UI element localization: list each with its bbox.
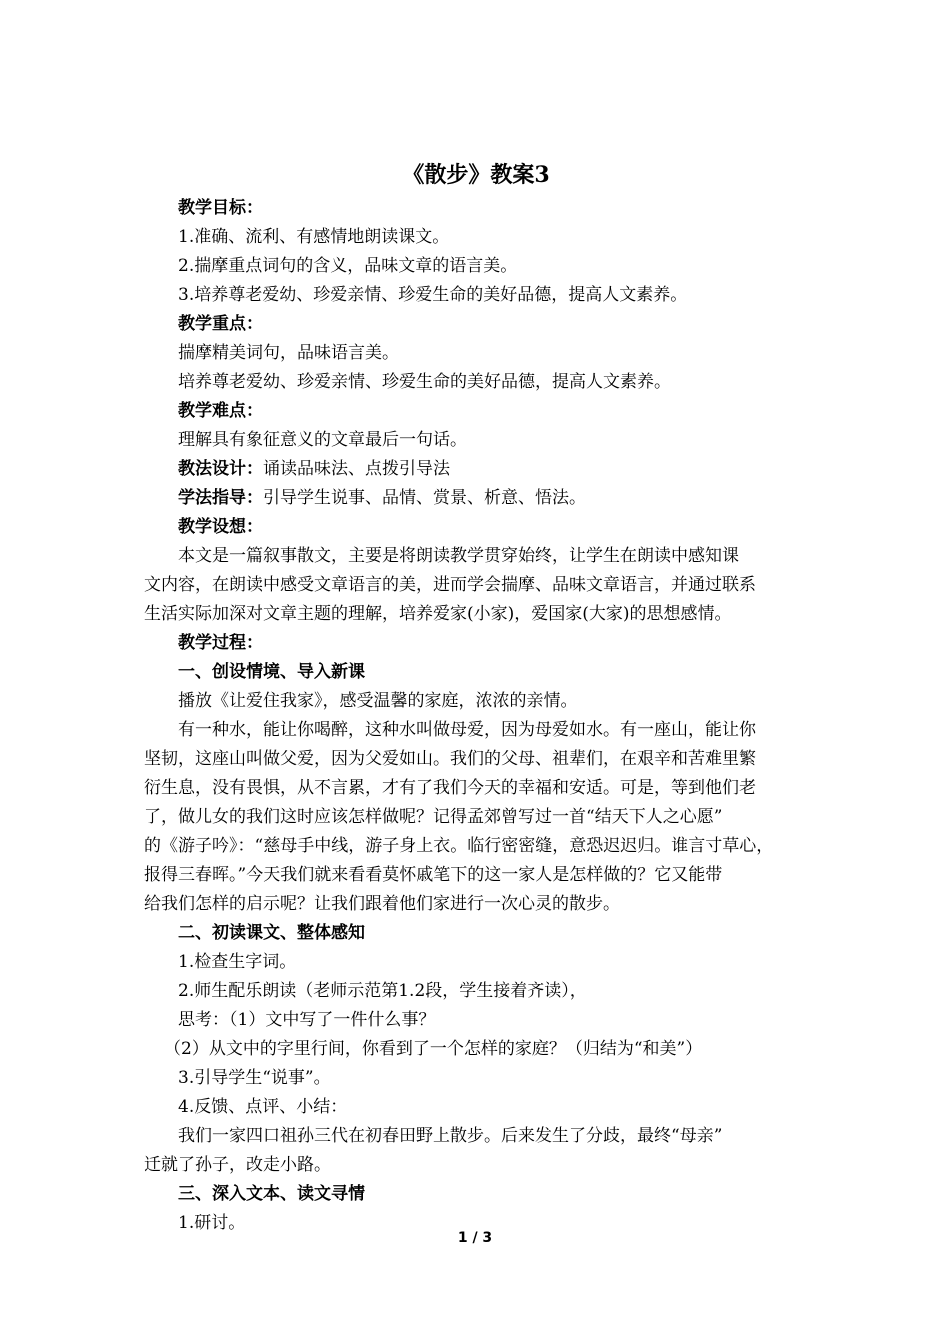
study-guide-label: 学法指导： bbox=[178, 488, 263, 508]
concept-line-3: 生活实际加深对文章主题的理解，培养爱家(小家)，爱国家(大家)的思想感情。 bbox=[144, 604, 732, 624]
section1-para-line-3: 衍生息，没有畏惧，从不言累，才有了我们今天的幸福和安适。可是，等到他们老 bbox=[144, 778, 756, 798]
section1-para-line-1: 有一种水，能让你喝醉，这种水叫做母爱，因为母爱如水。有一座山，能让你 bbox=[178, 720, 756, 740]
study-guide bbox=[144, 484, 808, 513]
section1-para-line-5: 的《游子吟》：“慈母手中线，游子身上衣。临行密密缝，意恐迟迟归。谁言寸草心， bbox=[144, 836, 774, 856]
section2-line-2: 2.师生配乐朗读（老师示范第1.2段，学生接着齐读）， bbox=[178, 981, 587, 1001]
section1-heading: 一、创设情境、导入新课 bbox=[178, 662, 365, 682]
section2-line-3: 思考：（1）文中写了一件什么事？ bbox=[178, 1010, 436, 1030]
process-heading: 教学过程： bbox=[178, 633, 263, 653]
objective-3: 3.培养尊老爱幼、珍爱亲情、珍爱生命的美好品德，提高人文素养。 bbox=[178, 285, 688, 305]
key-point-2: 培养尊老爱幼、珍爱亲情、珍爱生命的美好品德，提高人文素养。 bbox=[178, 372, 671, 392]
section1-line1: 播放《让爱住我家》，感受温馨的家庭，浓浓的亲情。 bbox=[178, 691, 578, 711]
page-number: 1 / 3 bbox=[457, 1230, 493, 1246]
section2-line-5: 3.引导学生“说事”。 bbox=[178, 1068, 331, 1088]
section1-para-line-4: 了，做儿女的我们这时应该怎样做呢？记得孟郊曾写过一首“结天下人之心愿” bbox=[144, 807, 723, 827]
page-title: 《散步》教案3 bbox=[402, 162, 550, 188]
objectives-heading: 教学目标： bbox=[178, 198, 263, 218]
concept-line-2: 文内容，在朗读中感受文章语言的美，进而学会揣摩、品味文章语言，并通过联系 bbox=[144, 575, 756, 595]
concept-line-1: 本文是一篇叙事散文，主要是将朗读教学贯穿始终，让学生在朗读中感知课 bbox=[178, 546, 739, 566]
method-design-text: 诵读品味法、点拨引导法 bbox=[263, 459, 450, 479]
key-point-1: 揣摩精美词句，品味语言美。 bbox=[178, 343, 399, 363]
concept-heading: 教学设想： bbox=[178, 517, 263, 537]
section1-para-line-6: 报得三春晖。”今天我们就来看看莫怀戚笔下的这一家人是怎样做的？它又能带 bbox=[144, 865, 723, 885]
section2-line-4: （2）从文中的字里行间，你看到了一个怎样的家庭？（归结为“和美”） bbox=[164, 1039, 703, 1059]
section1-para-line-7: 给我们怎样的启示呢？让我们跟着他们家进行一次心灵的散步。 bbox=[144, 894, 620, 914]
section2-para-line-2: 迁就了孙子，改走小路。 bbox=[144, 1155, 331, 1175]
key-points-heading: 教学重点： bbox=[178, 314, 263, 334]
section1-para-line-2: 坚韧，这座山叫做父爱，因为父爱如山。我们的父母、祖辈们，在艰辛和苦难里繁 bbox=[144, 749, 756, 769]
objective-1: 1.准确、流利、有感情地朗读课文。 bbox=[178, 227, 450, 247]
section3-line1: 1.研讨。 bbox=[178, 1213, 246, 1233]
difficulty-text: 理解具有象征意义的文章最后一句话。 bbox=[178, 430, 467, 450]
method-design-label: 教法设计： bbox=[178, 459, 263, 479]
section3-heading: 三、深入文本、读文寻情 bbox=[178, 1184, 365, 1204]
study-guide-text: 引导学生说事、品情、赏景、析意、悟法。 bbox=[263, 488, 586, 508]
method-design bbox=[144, 455, 808, 484]
document-page bbox=[144, 156, 808, 1238]
section2-heading: 二、初读课文、整体感知 bbox=[178, 923, 365, 943]
section2-line-6: 4.反馈、点评、小结： bbox=[178, 1097, 348, 1117]
objective-2: 2.揣摩重点词句的含义，品味文章的语言美。 bbox=[178, 256, 518, 276]
section2-para-line-1: 我们一家四口祖孙三代在初春田野上散步。后来发生了分歧，最终“母亲” bbox=[178, 1126, 723, 1146]
section2-line-1: 1.检查生字词。 bbox=[178, 952, 297, 972]
difficulty-heading: 教学难点： bbox=[178, 401, 263, 421]
